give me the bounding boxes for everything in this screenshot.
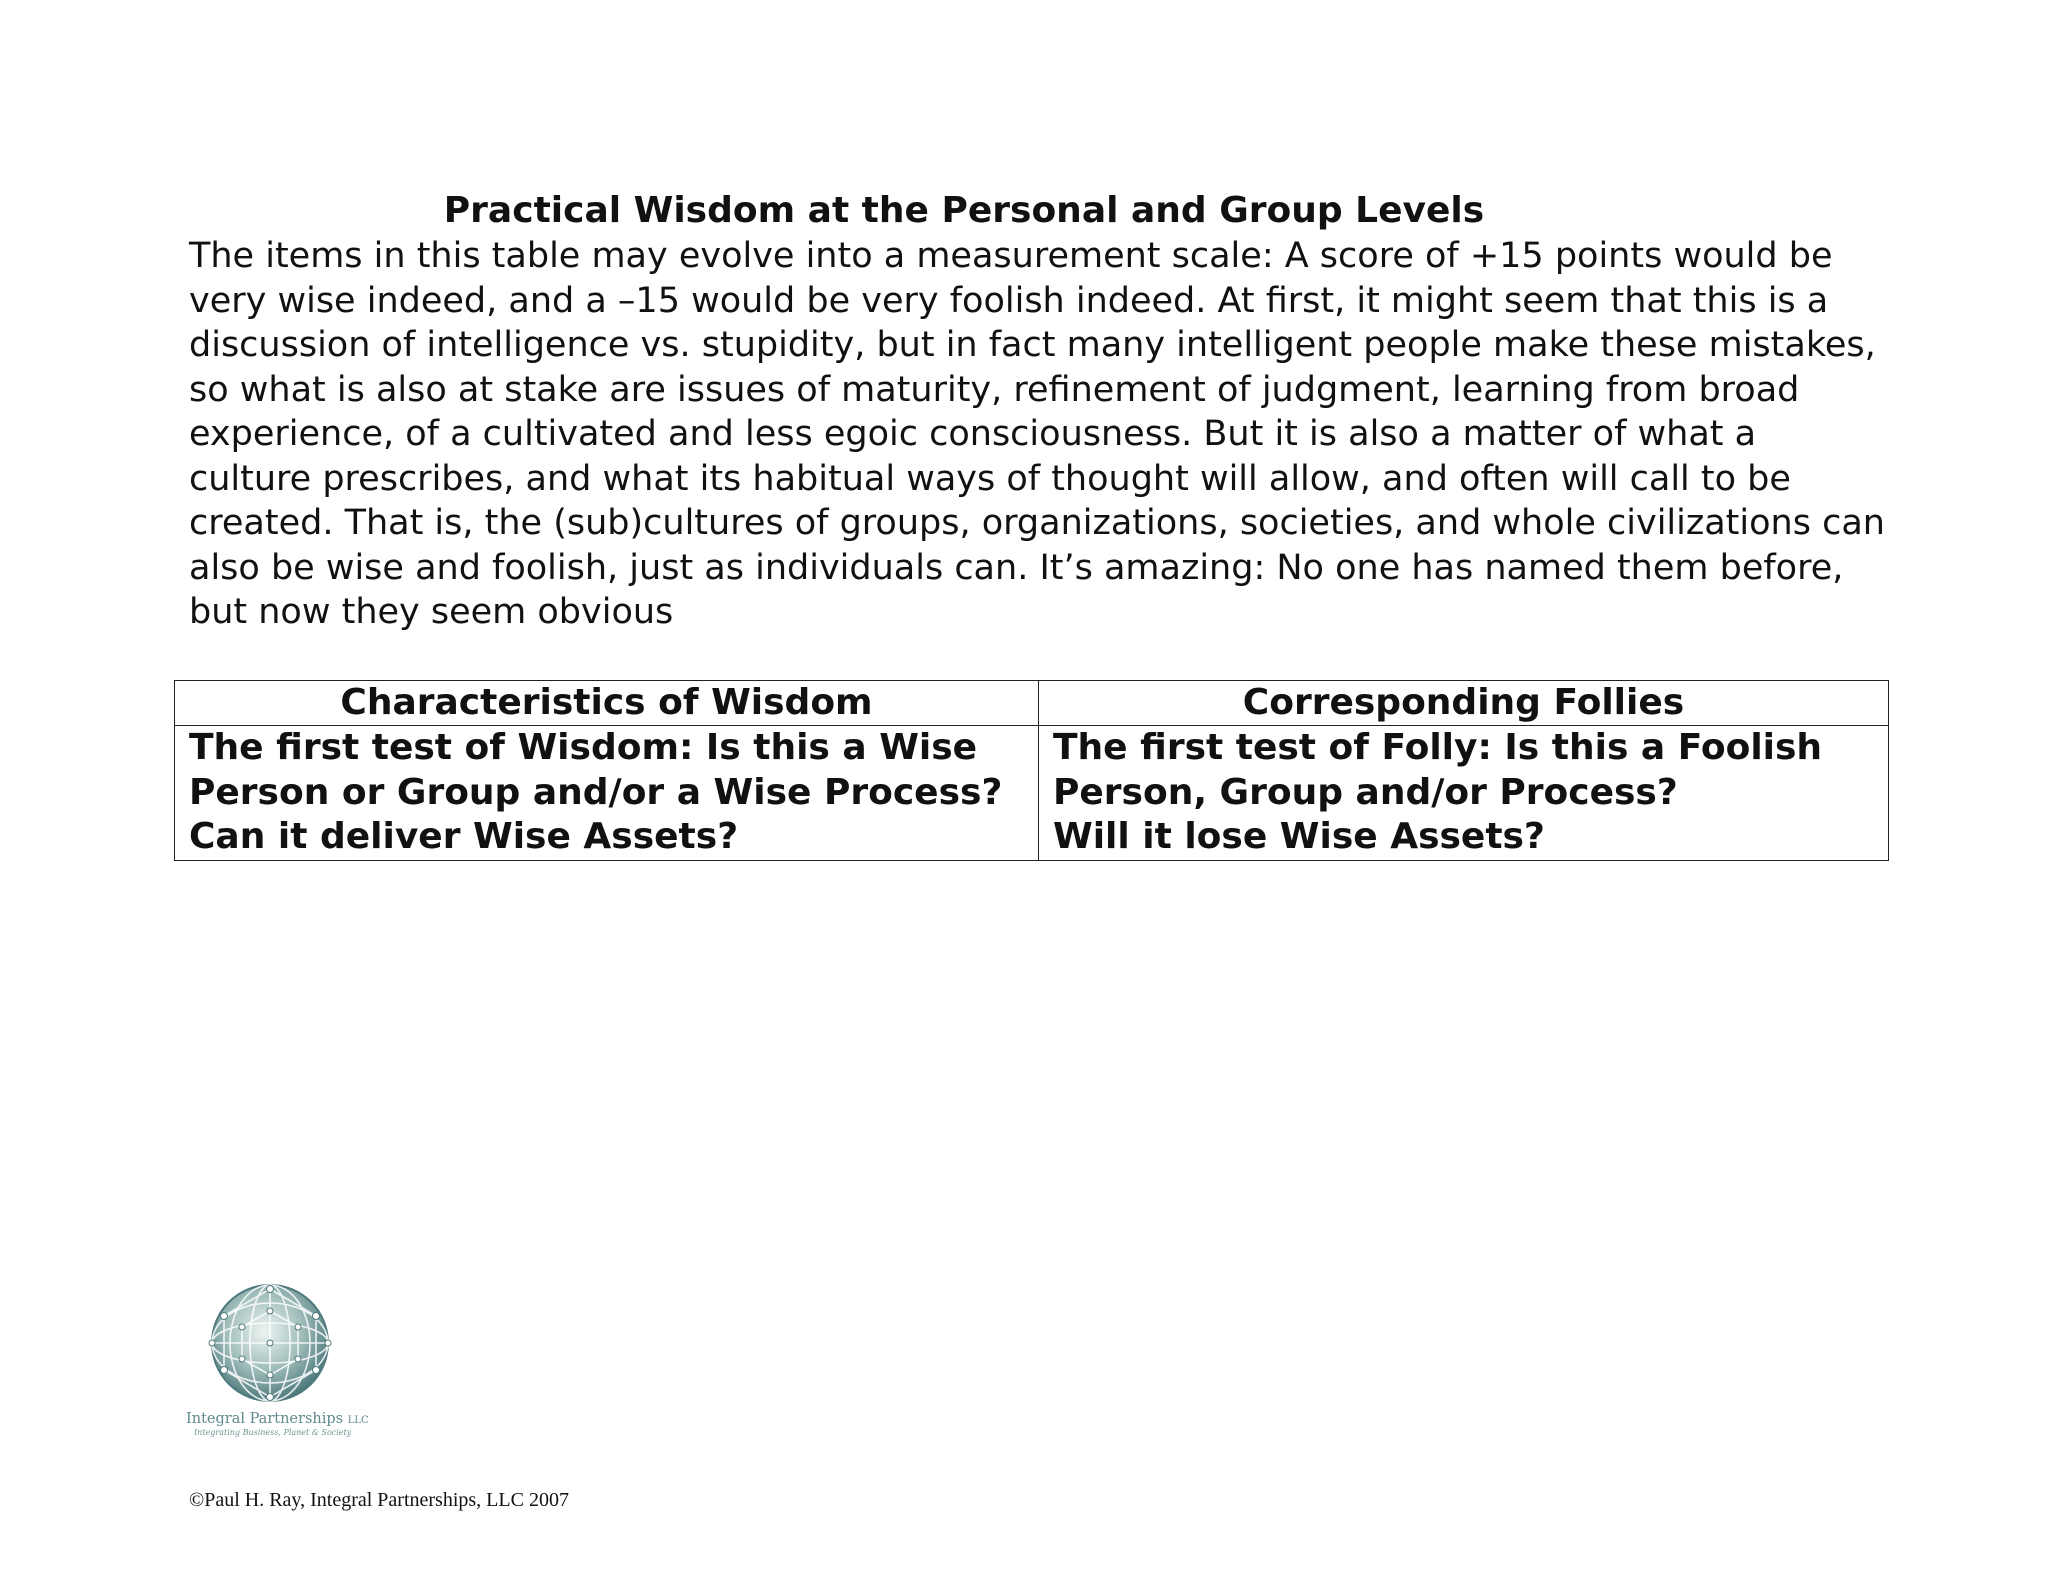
intro-paragraph: The items in this table may evolve into a measurement scale: A score of +15 points would be very wise indeed, and a –15 would be very foolish indeed. At first, it might seem that this is a discussion of intelligence vs. stupidity, but in fact many intelligent people make these mistakes, so what is also at stake are issues of maturity, refinement of judgment, learning from broad experience, of a cultivated and less egoic consciousness. But it is also a matter of what a culture prescribes, and what its habitual ways of thought will allow, and often will call to be created. That is, the (sub)cultures of groups, organizations, societies, and whole civilizations can also be wise and foolish, just as individuals can. It’s amazing: No one has named them before, but now they seem obvious (189, 236, 1885, 632)
copyright-notice: ©Paul H. Ray, Integral Partnerships, LLC 2007 (189, 1489, 569, 1511)
logo-company-name (186, 1411, 369, 1427)
company-logo (186, 1281, 369, 1437)
wisdom-folly-table-container (174, 680, 1888, 861)
geodesic-globe-icon (208, 1281, 332, 1405)
logo-tagline: Integrating Business, Planet & Society (194, 1428, 352, 1437)
page-title: Practical Wisdom at the Personal and Group Levels (443, 190, 1485, 231)
header-characteristics-of-wisdom: Characteristics of Wisdom (175, 681, 1039, 726)
logo-name-suffix: LLC (347, 1415, 369, 1426)
document-body (189, 188, 1889, 635)
wisdom-test-cell: The first test of Wisdom: Is this a Wise Person or Group and/or a Wise Process? Can it deliver Wise Assets? (175, 726, 1039, 861)
table-header-row (175, 681, 1889, 726)
folly-test-cell: The first test of Folly: Is this a Foolish Person, Group and/or Process? Will it lose Wise Assets? (1039, 726, 1889, 861)
header-corresponding-follies: Corresponding Follies (1039, 681, 1889, 726)
wisdom-folly-table (174, 680, 1889, 861)
logo-name-text: Integral Partnerships (186, 1411, 344, 1427)
table-row (175, 726, 1889, 861)
